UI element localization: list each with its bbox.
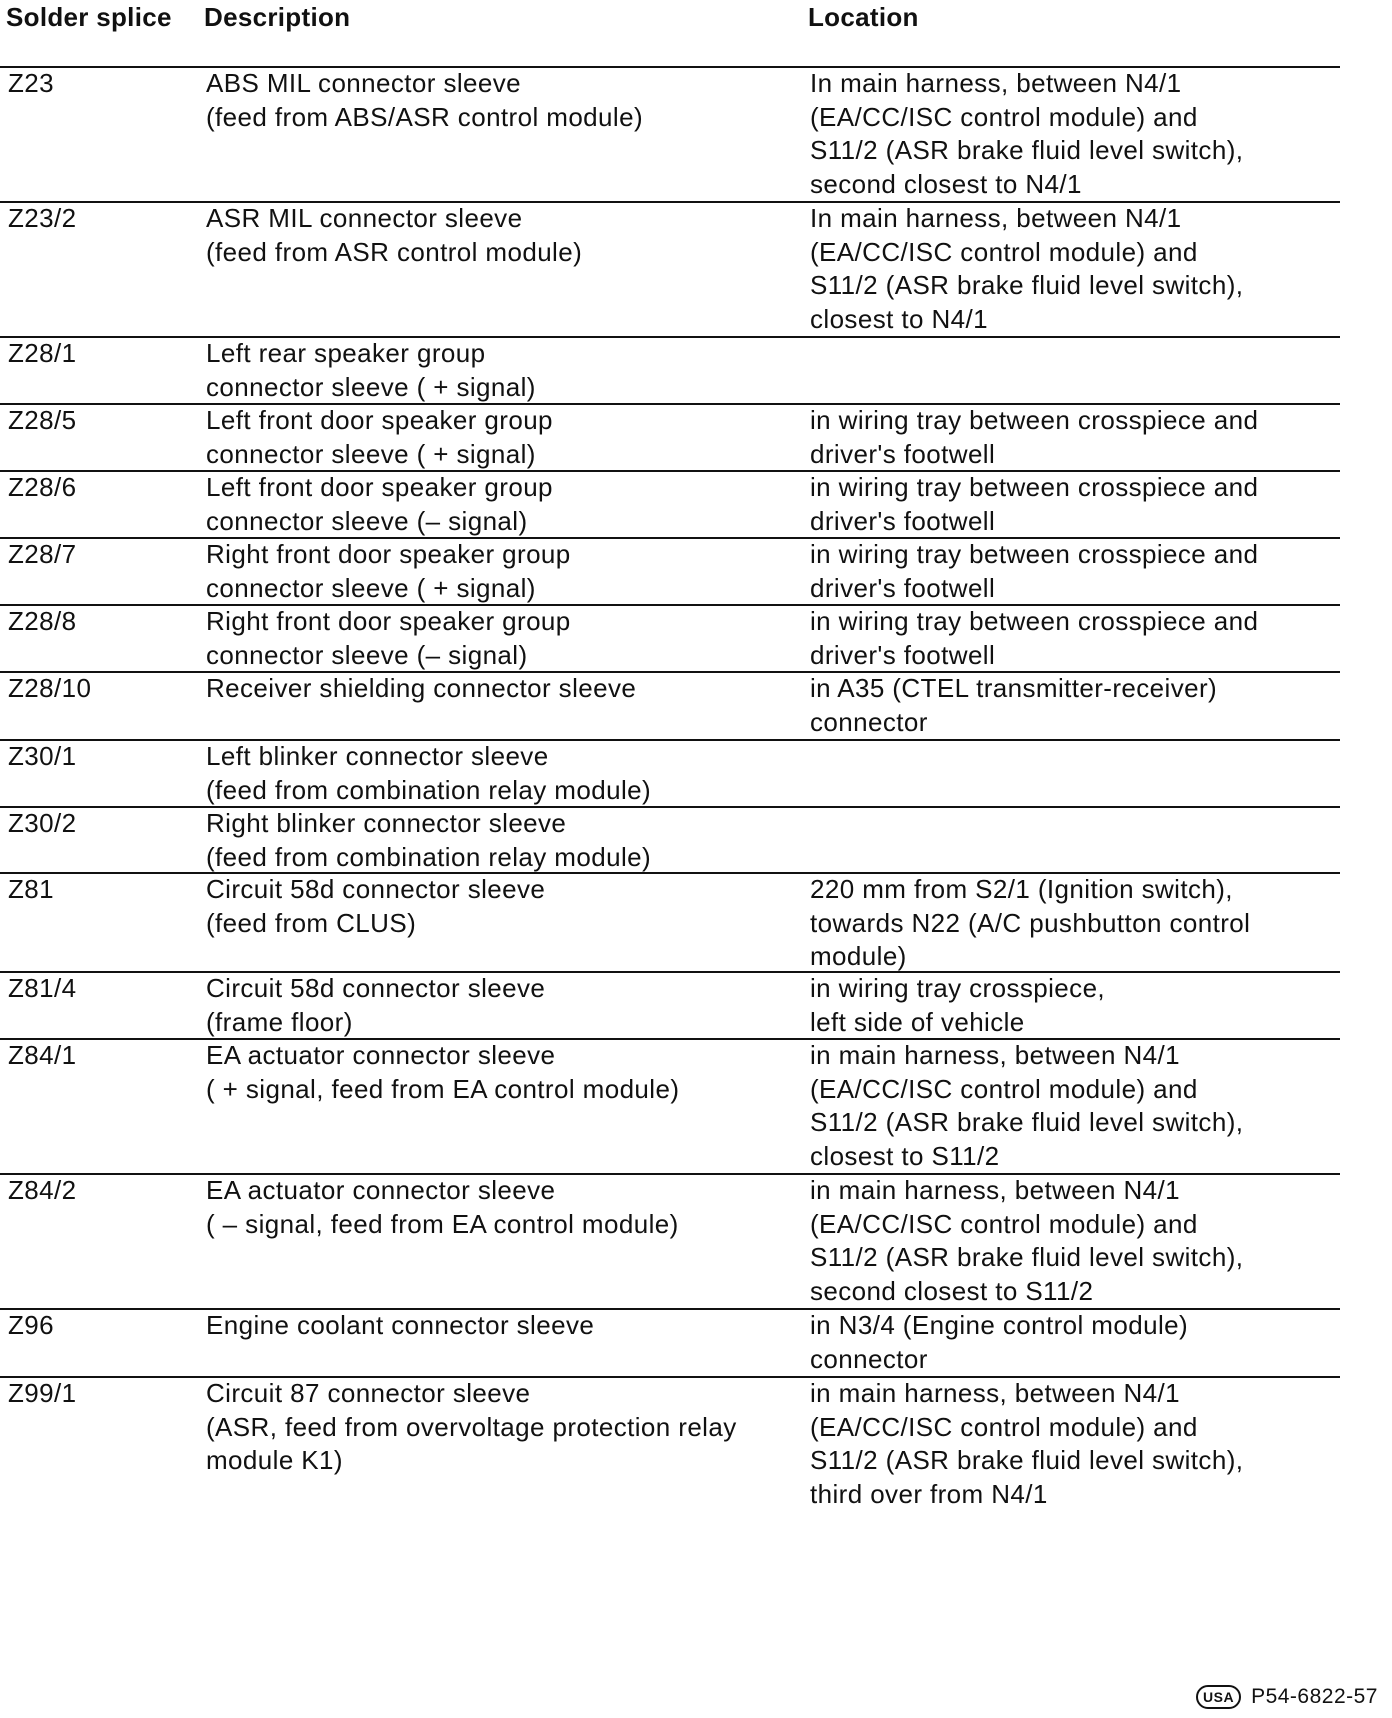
splice-description: Left rear speaker group connector sleeve ( + signal): [206, 338, 536, 402]
table-row: [0, 1040, 1340, 1175]
splice-location: In main harness, between N4/1 (EA/CC/ISC control module) and S11/2 (ASR brake fluid level switch), second closest to N4/1: [810, 68, 1244, 199]
splice-location: in main harness, between N4/1 (EA/CC/ISC control module) and S11/2 (ASR brake fluid level switch), closest to S11/2: [810, 1040, 1244, 1171]
splice-location: in A35 (CTEL transmitter-receiver) connector: [810, 673, 1218, 737]
splice-description: Left front door speaker group connector sleeve ( + signal): [206, 405, 553, 469]
splice-id: Z81/4: [8, 973, 77, 1003]
splice-id: Z30/1: [8, 741, 77, 771]
splice-id: Z96: [8, 1310, 55, 1340]
table-row: [0, 673, 1340, 741]
splice-description: Circuit 87 connector sleeve (ASR, feed from overvoltage protection relay module K1): [206, 1378, 737, 1475]
header-location: Location: [808, 2, 919, 32]
splice-location: in wiring tray between crosspiece and driver's footwell: [810, 472, 1259, 536]
splice-location: in wiring tray between crosspiece and driver's footwell: [810, 405, 1259, 469]
table-row: [0, 539, 1340, 606]
table-row: [0, 472, 1340, 539]
splice-id: Z84/1: [8, 1040, 77, 1070]
splice-description: Right blinker connector sleeve (feed from combination relay module): [206, 808, 652, 872]
splice-table: [0, 68, 1340, 1512]
splice-description: Circuit 58d connector sleeve (frame floor): [206, 973, 546, 1037]
splice-id: Z30/2: [8, 808, 77, 838]
table-row: [0, 68, 1340, 203]
header-description: Description: [204, 2, 351, 32]
splice-location: in wiring tray between crosspiece and driver's footwell: [810, 606, 1259, 670]
splice-id: Z23: [8, 68, 55, 98]
splice-description: ABS MIL connector sleeve (feed from ABS/ASR control module): [206, 68, 644, 132]
splice-id: Z99/1: [8, 1378, 77, 1408]
table-row: [0, 1310, 1340, 1378]
table-row: [0, 874, 1340, 973]
splice-location: in N3/4 (Engine control module) connector: [810, 1310, 1189, 1374]
splice-id: Z28/6: [8, 472, 77, 502]
table-row: [0, 203, 1340, 338]
splice-id: Z28/7: [8, 539, 77, 569]
splice-location: In main harness, between N4/1 (EA/CC/ISC control module) and S11/2 (ASR brake fluid level switch), closest to N4/1: [810, 203, 1244, 334]
splice-description: Circuit 58d connector sleeve (feed from CLUS): [206, 874, 546, 938]
splice-description: Left front door speaker group connector sleeve (– signal): [206, 472, 553, 536]
table-row: [0, 338, 1340, 405]
table-row: [0, 973, 1340, 1040]
splice-location: in wiring tray crosspiece, left side of vehicle: [810, 973, 1106, 1037]
header-solder-splice: Solder splice: [6, 2, 172, 32]
table-row: [0, 606, 1340, 673]
splice-id: Z28/5: [8, 405, 77, 435]
splice-location: in main harness, between N4/1 (EA/CC/ISC control module) and S11/2 (ASR brake fluid level switch), second closest to S11/2: [810, 1175, 1244, 1306]
table-row: [0, 808, 1340, 874]
splice-description: EA actuator connector sleeve ( + signal, feed from EA control module): [206, 1040, 680, 1104]
splice-description: Left blinker connector sleeve (feed from combination relay module): [206, 741, 652, 805]
splice-location: in main harness, between N4/1 (EA/CC/ISC control module) and S11/2 (ASR brake fluid level switch), third over from N4/1: [810, 1378, 1244, 1509]
usa-badge: USA: [1196, 1685, 1241, 1709]
splice-description: Right front door speaker group connector sleeve (– signal): [206, 606, 571, 670]
splice-id: Z28/10: [8, 673, 92, 703]
page-footer: [1196, 1682, 1378, 1712]
splice-id: Z81: [8, 874, 55, 904]
splice-description: ASR MIL connector sleeve (feed from ASR control module): [206, 203, 583, 267]
splice-id: Z84/2: [8, 1175, 77, 1205]
splice-description: Receiver shielding connector sleeve: [206, 673, 637, 703]
table-header: [0, 0, 1340, 68]
splice-description: Right front door speaker group connector sleeve ( + signal): [206, 539, 571, 603]
splice-location: in wiring tray between crosspiece and driver's footwell: [810, 539, 1259, 603]
table-row: [0, 1175, 1340, 1310]
splice-id: Z28/8: [8, 606, 77, 636]
splice-id: Z23/2: [8, 203, 77, 233]
table-row: [0, 405, 1340, 472]
table-row: [0, 1378, 1340, 1512]
splice-description: Engine coolant connector sleeve: [206, 1310, 595, 1340]
document-code: P54-6822-57: [1251, 1685, 1378, 1708]
splice-id: Z28/1: [8, 338, 77, 368]
splice-description: EA actuator connector sleeve ( – signal, feed from EA control module): [206, 1175, 679, 1239]
splice-location: 220 mm from S2/1 (Ignition switch), towards N22 (A/C pushbutton control module): [810, 874, 1251, 971]
table-row: [0, 741, 1340, 808]
